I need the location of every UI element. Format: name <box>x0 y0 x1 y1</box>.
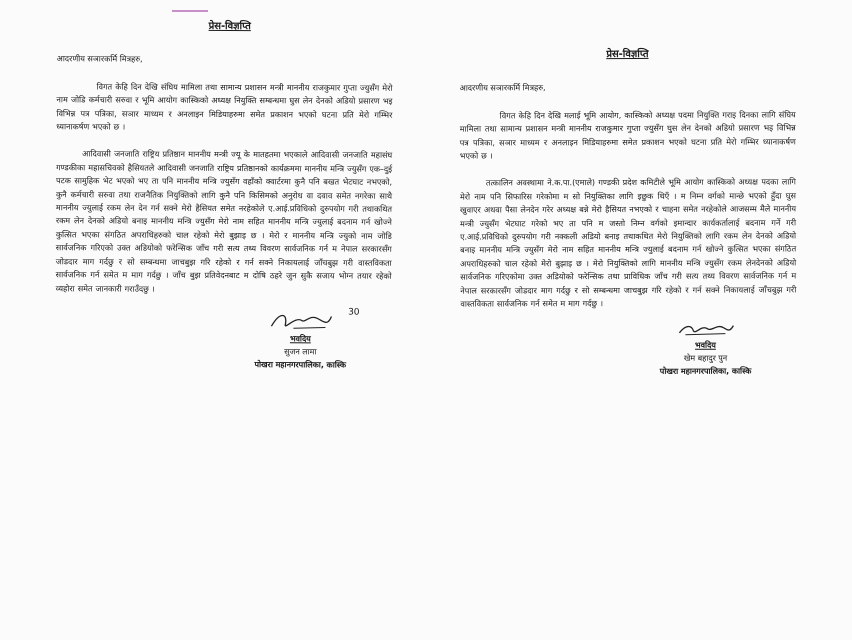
signature-block <box>610 320 800 378</box>
signature-icon <box>675 320 735 338</box>
paragraph: विगत केहि दिन देखि मलाई भूमि आयोग, कास्किको अध्यक्ष पदमा नियुक्ति गराइ दिनका लागि संघिय मामिला तथा सामान्य प्रशासन मन्त्री माननीय राजकुमार गुप्ता ज्युसँग घुस लेन देनको अडियो प्रसारण भइ विभिन्न पत्र पत्रिका, सञार माध्यम र अनलाइन मिडियाहरुमा समेत प्रकाशन भएको घटना प्रति मेरो गम्भिर ध्यानाकर्षण भएको छ । <box>459 109 796 161</box>
signature-label: भवदिय <box>289 334 311 344</box>
signatory-name: खेम बहादुर पुन <box>683 353 728 363</box>
document-title: प्रेस-विज्ञप्ति <box>606 48 649 61</box>
ink-mark-icon <box>172 9 208 13</box>
document-title: प्रेस-विज्ञप्ति <box>208 20 251 33</box>
salutation: आदरणीय सञारकर्मि मित्रहरु, <box>459 82 546 93</box>
salutation: आदरणीय सञारकर्मि मित्रहरु, <box>56 53 143 65</box>
press-release-right <box>459 47 796 378</box>
signatory-organization: पोखरा महानगरपालिका, कास्कि <box>254 360 347 370</box>
paragraph: तत्कालिन अवस्थामा ने.क.पा.(एमाले) गण्डकी प्रदेश कमिटीले भूमि आयोग कास्किको अध्यक्ष पदका लागि मेरो नाम पनि सिफारिस गरेकोमा म सो नियुक्तिका लागि इछुक थिएँ । म निम्न वर्गको मान्छे भएको हुँदा घुस खुवाएर अथवा पैसा लेनदेन गरेर अध्यक्ष बन्ने मेरो हैसियत नभएको र चाहना समेत नरहेकोले आजसम्म मैले माननीय मन्त्री ज्युसँग भेटघाट गरेको भए ता पनि म जस्तो निम्न वर्गको इमान्दार कार्यकर्तालाई बदनाम गर्ने गरी ए.आई.प्रविधिको दुरुपयोग गरी नक्कली अडियो बनाइ तथाकथित मेरो नियुक्तिको लागि रकम लेन देनको अडियो बनाइ माननीय मन्त्रि ज्युसँग मेरो नाम सहित माननीय मन्त्रि ज्युलाई बदनाम गर्न खोज्ने कुत्सित भएका संगठित अपराधिहरुको चाल रहेको मेरो बुझाइ छ । मेरो नियुक्तिको लागि माननीय मन्त्रि ज्युसँग रकम लेनदेनको अडियो सार्वजनिक गरिएकोमा उक्त अडियोको फरेन्सिक तथा प्राविधिक जाँच गरी सत्य तथ्य विवरण सार्वजनिक गर्न म नेपाल सरकारसँग जोडदार माग गर्दछु र सो सम्बन्धमा जाचबुझ गरि रहेको र गर्न सक्ने निकायलाई जाँचबुझ गरी वास्तविकता सार्वजनिक गर्न समेत म माग गर्दछु । <box>459 176 797 309</box>
signature-icon <box>265 310 335 332</box>
signatory-name: सुजन लामा <box>284 347 317 357</box>
signature-label: भवदिय <box>695 340 716 350</box>
signature-block <box>205 307 395 372</box>
page-number: 30 <box>348 307 360 318</box>
paragraph: आदिवासी जनजाति राष्ट्रिय प्रतिष्ठान माननीय मन्त्री ज्यू के मातहतमा भएकाले आदिवासी जनजाति महासंघ गण्डकीका महासचिवको हैसियतले आदिवासी जनजाति राष्ट्रिय प्रतिष्ठानको कार्यक्रममा माननीय मन्त्रि ज्युसँग एक–दुई पटक सामुहिक भेट भएको भए ता पनि माननीय मन्त्रि ज्युसँग वहाँको क्वार्टरमा कुनै पनि बखत भेटघाट नभएको, कुनै कर्मचारी सरुवा तथा राजनैतिक नियुक्तिको लागि कुनै पनि किसिमको अनुरोध वा दवाव समेत नगरेका साथै माननीय ज्युलाई रकम लेन देन गर्न सक्ने मेरो हैसियत समेत नरहेकोले ए.आई.प्रविधिको दुरुपयोग गरी तथाकथित रकम लेन देनको अडियो बनाइ माननीय मन्त्रि ज्युसँग मेरो नाम सहित माननीय मन्त्रि ज्युलाई बदनाम गर्न खोज्ने कुत्सित भएका संगठित अपराधिहरुको चाल रहेको मेरो बुझाइ छ । मेरो र माननीय मन्त्रि ज्युको नाम जोडि सार्वजनिक गरिएको उक्त अडियोको फरेन्सिक जाँच गरी सत्य तथ्य विवरण सार्वजनिक गर्न म नेपाल सरकारसँग जोडदार माग गर्दछु र सो सम्बन्धमा जाचबुझ गरि रहेको र गर्न सक्ने निकायलाई जाँचबुझ गरी वास्तविकता सार्वजनिक गर्न समेत म माग गर्दछु । जाँच बुझ प्रतिवेदनबाट म दोषि ठहरे जुन सुकै सजाय भोग्न तयार रहेको व्यहोरा समेत जानकारी गराउँदछु । <box>55 148 393 294</box>
paragraph: विगत केहि दिन देखि संघिय मामिला तथा सामान्य प्रशासन मन्त्री माननीय राजकुमार गुप्ता ज्युसँग मेरो नाम जोडि कर्मचारी सरुवा र भूमि आयोग कास्किको अध्यक्ष नियुक्ति सम्बन्धमा घुस लेन देनको अडियो प्रसारण भइ विभिन्न पत्र पत्रिका, सञार माध्यम र अनलाइन मिडियाहरुमा समेत प्रकाशन भएको घटना प्रति मेरो गम्भिर ध्यानाकर्षण भएको छ । <box>56 81 393 132</box>
press-release-left <box>55 19 393 371</box>
signatory-organization: पोखरा महानगरपालिका, कास्कि <box>659 366 752 376</box>
